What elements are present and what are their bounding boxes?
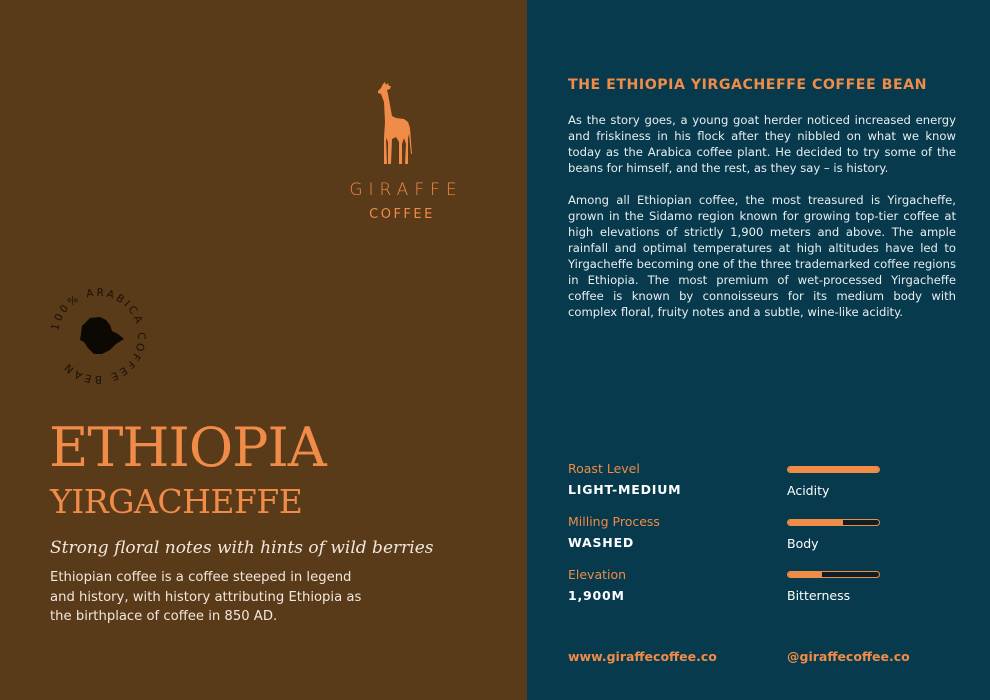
story-paragraph-2: Among all Ethiopian coffee, the most treasured is Yirgacheffe, grown in the Sidamo region known for growing top-tier coffee at high elevations of strictly 1,900 meters and above. The ample rainfall and optimal temperatures at high altitudes have led to Yirgacheffe becoming one of the three trademarked coffee regions in Ethiopia. The most premium of wet-processed Yirgacheffe coffee is known by connoisseurs for its medium body with complex floral, fruity notes and a subtle, wine-like acidity. xyxy=(568,193,956,319)
product-tagline: Strong floral notes with hints of wild berries xyxy=(50,538,434,558)
story-paragraph-1: As the story goes, a young goat herder noticed increased energy and friskiness in his flock after they nibbled on what we know today as the Arabica coffee plant. He decided to try some of the beans for himself, and the rest, as they say – is history. xyxy=(568,113,956,175)
product-subtitle: YIRGACHEFFE xyxy=(50,482,303,521)
spec-label-elevation: Elevation xyxy=(568,567,627,582)
brand-name: GIRAFFE xyxy=(349,180,463,200)
acidity-meter-fill xyxy=(788,467,879,472)
acidity-meter xyxy=(787,466,880,473)
bitterness-meter-fill xyxy=(788,572,822,577)
spec-value-milling: WASHED xyxy=(568,535,635,550)
acidity-label: Acidity xyxy=(787,483,830,498)
social-handle-link[interactable]: @giraffecoffee.co xyxy=(787,649,910,664)
bitterness-label: Bitterness xyxy=(787,588,851,603)
ethiopia-map-icon xyxy=(80,317,124,354)
spec-label-roast: Roast Level xyxy=(568,461,640,476)
giraffe-icon xyxy=(374,82,418,166)
bitterness-meter xyxy=(787,571,880,578)
arabica-badge xyxy=(46,284,150,388)
spec-label-milling: Milling Process xyxy=(568,514,660,529)
product-title: ETHIOPIA xyxy=(49,416,326,479)
body-meter-fill xyxy=(788,520,843,525)
badge-text: 100% ARABICA COFFEE BEAN xyxy=(49,286,148,386)
body-label: Body xyxy=(787,536,819,551)
story-heading: THE ETHIOPIA YIRGACHEFFE COFFEE BEAN xyxy=(568,77,927,93)
spec-value-roast: LIGHT-MEDIUM xyxy=(568,482,682,497)
spec-value-elevation: 1,900M xyxy=(568,588,625,603)
brand-subtitle: COFFEE xyxy=(369,207,435,222)
website-link[interactable]: www.giraffecoffee.co xyxy=(568,649,717,664)
body-meter xyxy=(787,519,880,526)
product-intro: Ethiopian coffee is a coffee steeped in legend and history, with history attributing Ethiopia as the birthplace of coffee in 850 AD. xyxy=(50,570,362,624)
